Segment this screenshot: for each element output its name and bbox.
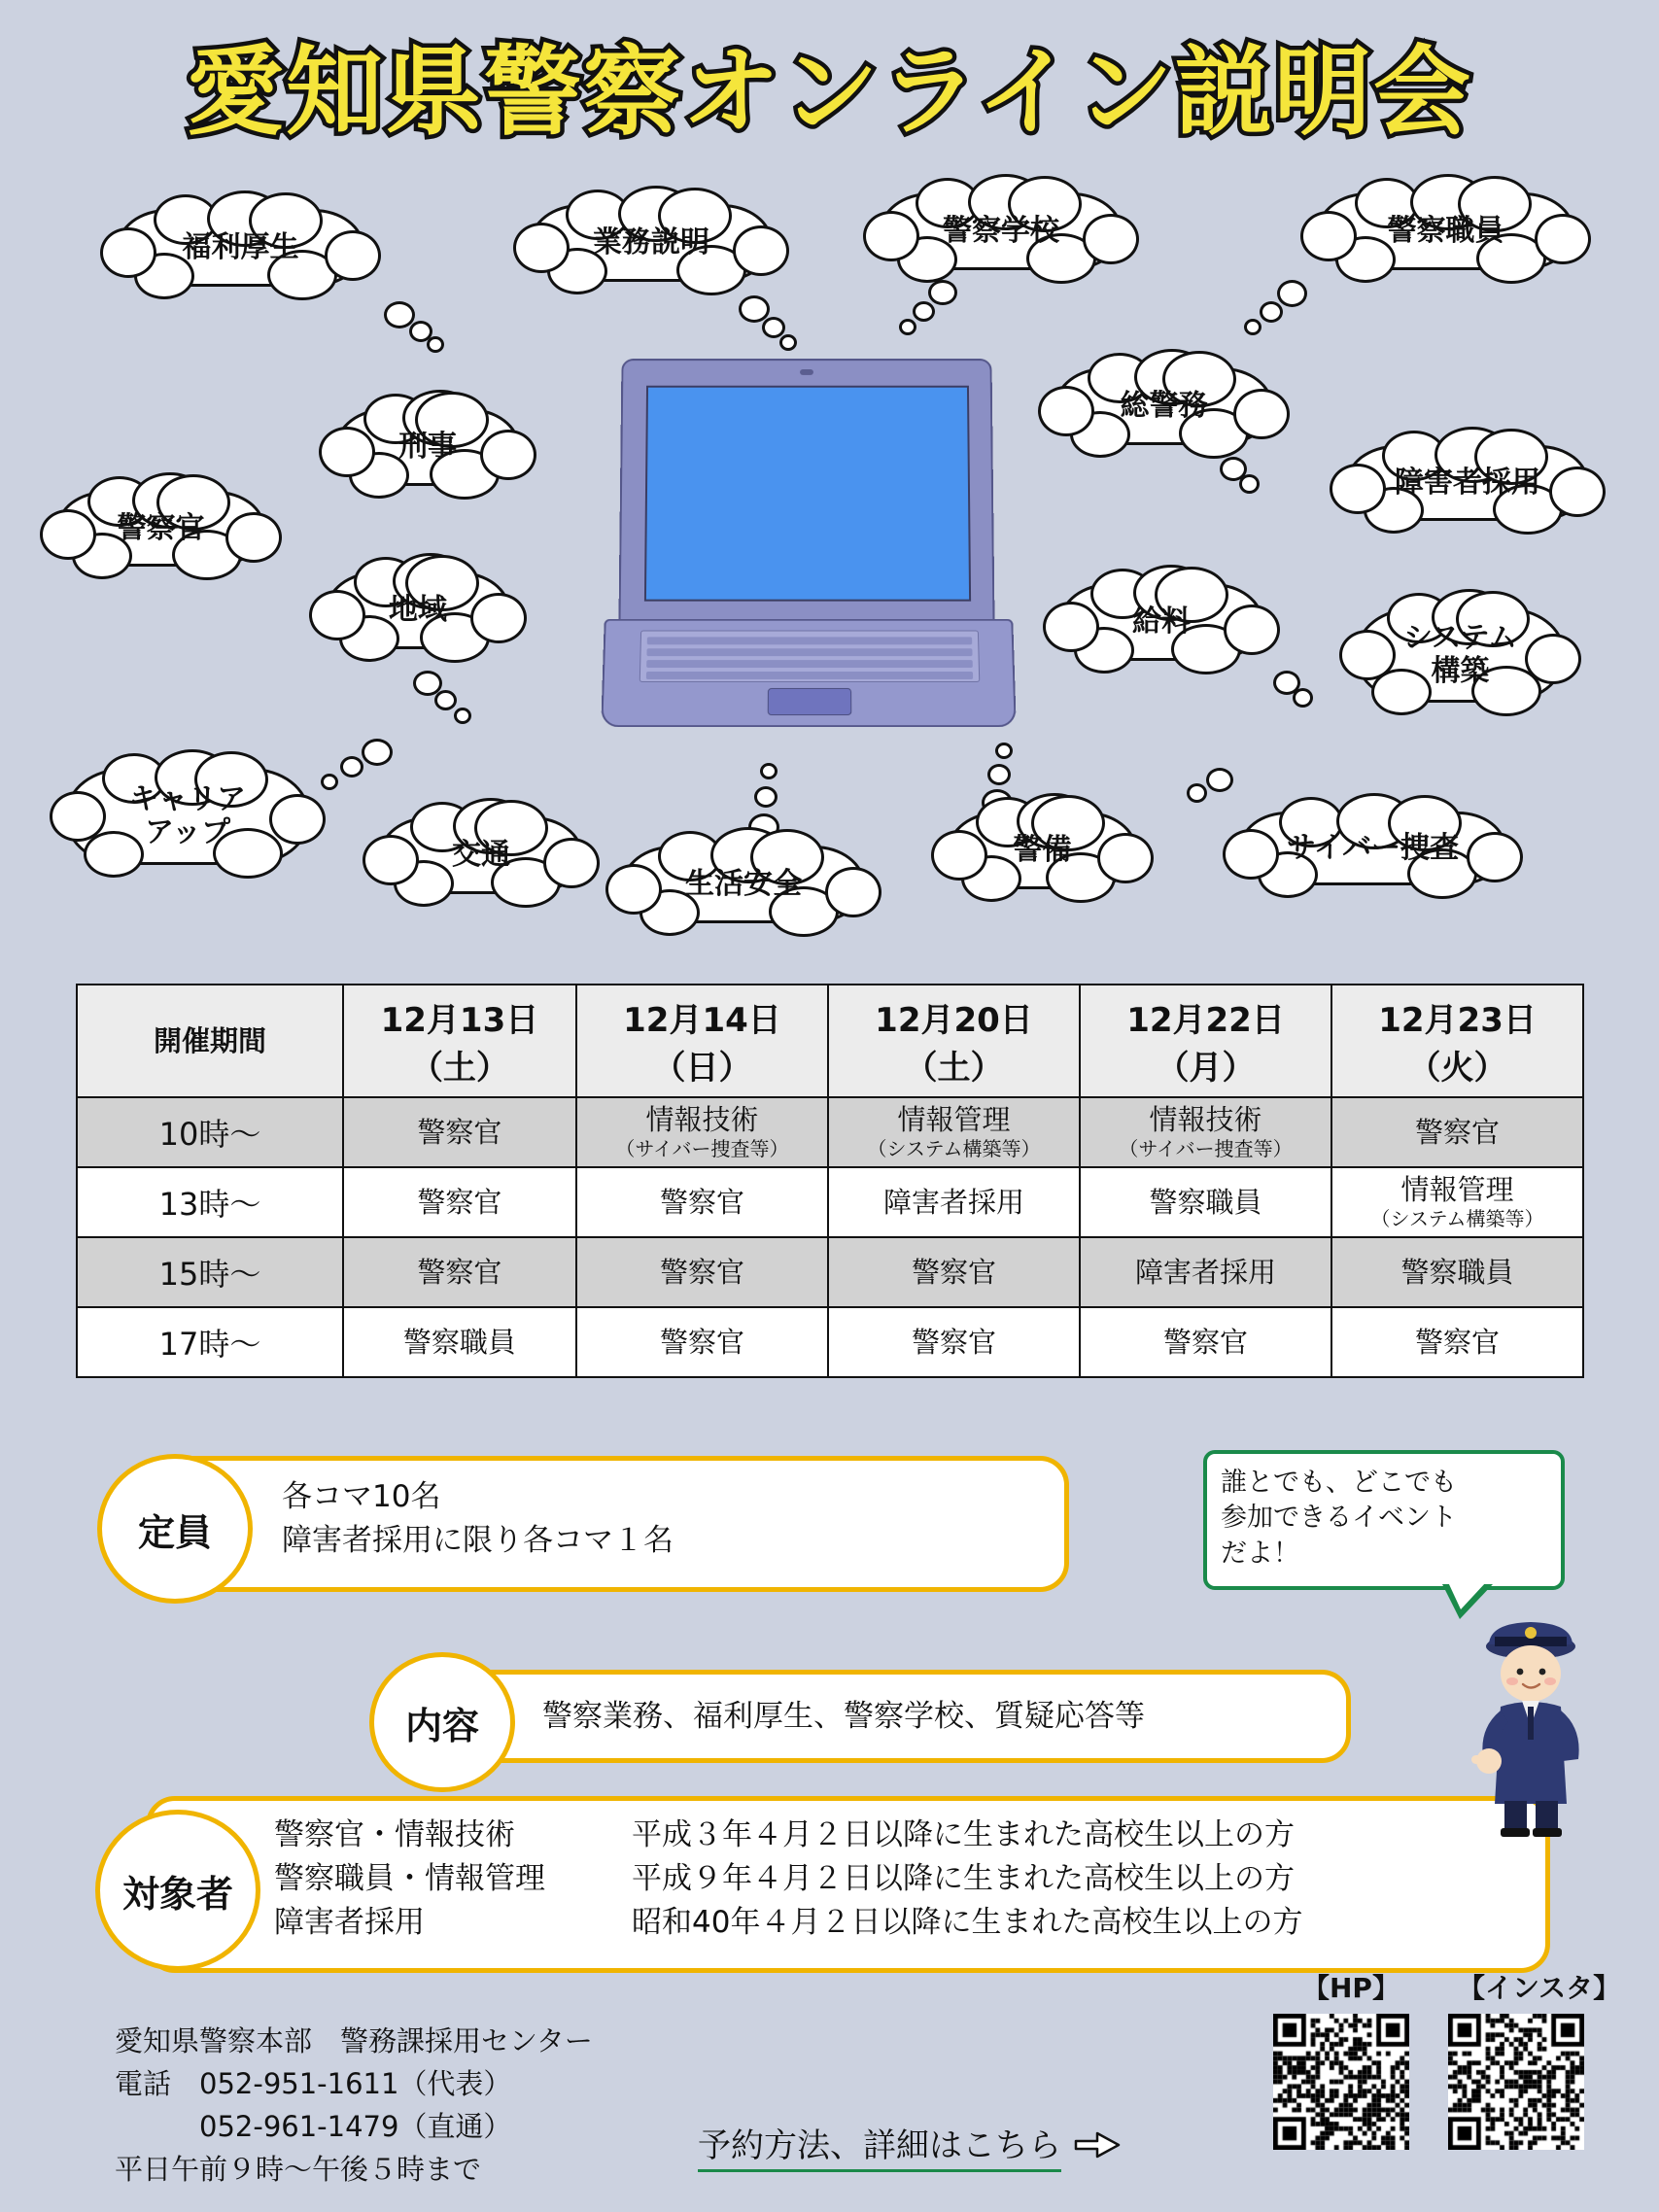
- cloud-keibi: [948, 812, 1137, 889]
- speech-bubble: [1203, 1450, 1565, 1590]
- laptop-touchpad: [768, 688, 852, 715]
- table-cell: 警察官: [576, 1167, 828, 1237]
- eligibility-right: 昭和40年４月２日以降に生まれた高校生以上の方: [632, 1904, 1303, 1940]
- content-badge: [369, 1652, 515, 1792]
- cloud-label: 警察官: [117, 510, 205, 545]
- cloud-tail-soukeimu: [1220, 457, 1278, 515]
- page-title: 愛知県警察オンライン説明会: [187, 35, 1472, 149]
- table-header-cell: [576, 985, 828, 1097]
- table-cell: 警察官: [343, 1097, 576, 1167]
- table-cell: 警察官: [1331, 1307, 1583, 1377]
- cloud-gyomusetsumei: [530, 204, 773, 282]
- cloud-keisatsukan: [56, 491, 265, 567]
- cloud-keisatsugakko: [880, 192, 1123, 270]
- contact-line-4: 平日午前９時〜午後５時まで: [115, 2153, 482, 2187]
- eligibility-badge: [95, 1810, 260, 1971]
- row-time: 10時〜: [77, 1097, 343, 1167]
- cloud-label: サイバー捜査: [1286, 830, 1460, 865]
- row-time: 13時〜: [77, 1167, 343, 1237]
- header-main: 12月22日: [1126, 1001, 1285, 1040]
- speech-line-1: 誰とでも、どこでも: [1221, 1468, 1457, 1498]
- webcam-icon: [800, 369, 813, 375]
- cloud-label: 給料: [1132, 604, 1191, 639]
- header-main: 12月13日: [380, 1001, 539, 1040]
- cloud-label: 交通: [452, 837, 510, 872]
- capacity-text: [282, 1475, 674, 1563]
- table-cell: 情報管理 （システム構築等）: [828, 1097, 1080, 1167]
- eligibility-left: 警察官・情報技術: [274, 1817, 515, 1852]
- capacity-line-1: 各コマ10名: [282, 1479, 441, 1514]
- cloud-label: 刑事: [398, 429, 457, 464]
- table-cell: 情報技術 （サイバー捜査等）: [1080, 1097, 1331, 1167]
- table-header-cell: [828, 985, 1080, 1097]
- cloud-tail-keisatsushokuin: [1244, 280, 1302, 348]
- cloud-keiji: [335, 408, 520, 486]
- header-main: 12月20日: [875, 1001, 1033, 1040]
- qr-code-hp[interactable]: [1273, 2014, 1409, 2150]
- table-row: [77, 1097, 1583, 1167]
- qr-hp-label: 【HP】: [1302, 1972, 1400, 2004]
- header-sub: （日）: [652, 1049, 752, 1088]
- table-cell: 警察職員: [1080, 1167, 1331, 1237]
- cloud-chiiki: [326, 571, 510, 649]
- qr-instagram-label: 【インスタ】: [1458, 1972, 1621, 2004]
- table-header-cell: [1080, 985, 1331, 1097]
- eligibility-right: 平成９年４月２日以降に生まれた高校生以上の方: [632, 1860, 1295, 1896]
- header-sub: （月）: [1156, 1049, 1256, 1088]
- laptop-base: [601, 619, 1017, 727]
- cloud-tail-cyber-sousa: [1161, 768, 1229, 826]
- cloud-label: 障害者採用: [1395, 465, 1540, 500]
- header-sub: （土）: [409, 1049, 509, 1088]
- laptop-screen: [644, 386, 971, 602]
- table-cell: 情報技術 （サイバー捜査等）: [576, 1097, 828, 1167]
- cloud-tail-kyuryo: [1273, 671, 1331, 729]
- cloud-cyber-sousa: [1239, 812, 1506, 885]
- cloud-label: 総警務: [1120, 388, 1208, 423]
- cloud-kyuryo: [1059, 583, 1263, 661]
- cloud-tail-chiiki: [413, 671, 471, 739]
- cloud-label: 生活安全: [685, 866, 802, 901]
- speech-line-3: だよ！: [1221, 1538, 1299, 1569]
- content-text: [542, 1695, 1145, 1739]
- schedule-table: [76, 984, 1584, 1378]
- eligibility-row: [274, 1901, 1302, 1945]
- contact-line-1: 愛知県警察本部 警務課採用センター: [115, 2024, 593, 2057]
- contact-line-3: 052-961-1479（直通）: [115, 2110, 512, 2144]
- eligibility-text: [274, 1814, 1302, 1945]
- table-cell: 警察官: [1331, 1097, 1583, 1167]
- header-main: 12月23日: [1378, 1001, 1537, 1040]
- cloud-label: 警察職員: [1387, 213, 1504, 248]
- cloud-label: システム: [1403, 620, 1517, 655]
- table-row: [77, 1167, 1583, 1237]
- table-cell: 警察官: [343, 1237, 576, 1307]
- eligibility-left: 障害者採用: [274, 1904, 425, 1940]
- table-cell: 警察職員: [1331, 1237, 1583, 1307]
- cloud-label: 地域: [389, 592, 447, 627]
- cloud-tail-career-up: [321, 739, 389, 797]
- cloud-soukeimu: [1054, 367, 1273, 445]
- cloud-label: キャリア: [129, 781, 246, 816]
- table-cell: 警察官: [828, 1237, 1080, 1307]
- table-cell: 障害者採用: [828, 1167, 1080, 1237]
- cloud-label: 警備: [1013, 832, 1072, 867]
- eligibility-left: 警察職員・情報管理: [274, 1860, 545, 1896]
- qr-code-instagram[interactable]: [1448, 2014, 1584, 2150]
- cloud-tail-keisatsugakko: [899, 280, 957, 348]
- cloud-keisatsushokuin: [1317, 192, 1574, 270]
- contact-info: [115, 2020, 593, 2191]
- cloud-label: 福利厚生: [182, 229, 299, 264]
- cloud-seikatsuanzen: [622, 846, 865, 923]
- cloud-system-kouchiku: [1356, 607, 1565, 703]
- laptop-illustration: [603, 358, 1011, 746]
- police-officer-mascot: [1458, 1613, 1604, 1837]
- poster-title-container: [0, 14, 1659, 154]
- eligibility-right: 平成３年４月２日以降に生まれた高校生以上の方: [632, 1817, 1295, 1852]
- header-main: 12月14日: [623, 1001, 781, 1040]
- capacity-line-2: 障害者採用に限り各コマ１名: [282, 1522, 674, 1558]
- table-cell: 警察官: [828, 1307, 1080, 1377]
- table-header-cell: [1331, 985, 1583, 1097]
- table-cell: 警察官: [343, 1167, 576, 1237]
- table-cell: 障害者採用: [1080, 1237, 1331, 1307]
- cloud-label: 警察学校: [943, 213, 1059, 248]
- eligibility-row: [274, 1857, 1302, 1901]
- contact-line-2: 電話 052-951-1611（代表）: [115, 2067, 512, 2101]
- table-header-row: [77, 985, 1583, 1097]
- table-header-cell: [77, 985, 343, 1097]
- capacity-badge: [97, 1454, 253, 1604]
- table-cell: 警察職員: [343, 1307, 576, 1377]
- row-time: 17時〜: [77, 1307, 343, 1377]
- eligibility-badge-label: 対象者: [121, 1872, 233, 1916]
- header-sub: （土）: [904, 1049, 1004, 1088]
- table-header-cell: [343, 985, 576, 1097]
- pointing-hand-icon: [1072, 2126, 1124, 2164]
- cloud-label-2: 構築: [1431, 654, 1490, 688]
- cloud-kotsu: [379, 816, 583, 894]
- table-cell: 警察官: [576, 1237, 828, 1307]
- content-badge-label: 内容: [404, 1704, 479, 1747]
- speech-line-2: 参加できるイベント: [1221, 1503, 1457, 1534]
- laptop-keyboard: [639, 631, 981, 682]
- table-row: [77, 1237, 1583, 1307]
- table-cell: 警察官: [576, 1307, 828, 1377]
- cloud-label: 業務説明: [593, 225, 709, 259]
- table-cell: 情報管理 （システム構築等）: [1331, 1167, 1583, 1237]
- cloud-tail-fukurikousei: [384, 301, 442, 369]
- cloud-fukurikousei: [117, 209, 364, 287]
- reservation-note: [698, 2119, 1124, 2166]
- header-sub: （火）: [1407, 1049, 1507, 1088]
- laptop-lid: [618, 359, 994, 625]
- cloud-label-2: アップ: [145, 815, 230, 849]
- table-cell: 警察官: [1080, 1307, 1331, 1377]
- cloud-career-up: [66, 768, 309, 865]
- header-main: 開催期間: [153, 1023, 266, 1057]
- eligibility-row: [274, 1814, 1302, 1857]
- capacity-badge-label: 定員: [137, 1510, 212, 1554]
- table-row: [77, 1307, 1583, 1377]
- cloud-tail-gyomusetsumei: [739, 292, 797, 360]
- reservation-text: 予約方法、詳細はこちら: [698, 2126, 1061, 2172]
- row-time: 15時〜: [77, 1237, 343, 1307]
- content-line-1: 警察業務、福利厚生、警察学校、質疑応答等: [542, 1699, 1145, 1734]
- cloud-shougaishasaiyo: [1346, 445, 1589, 521]
